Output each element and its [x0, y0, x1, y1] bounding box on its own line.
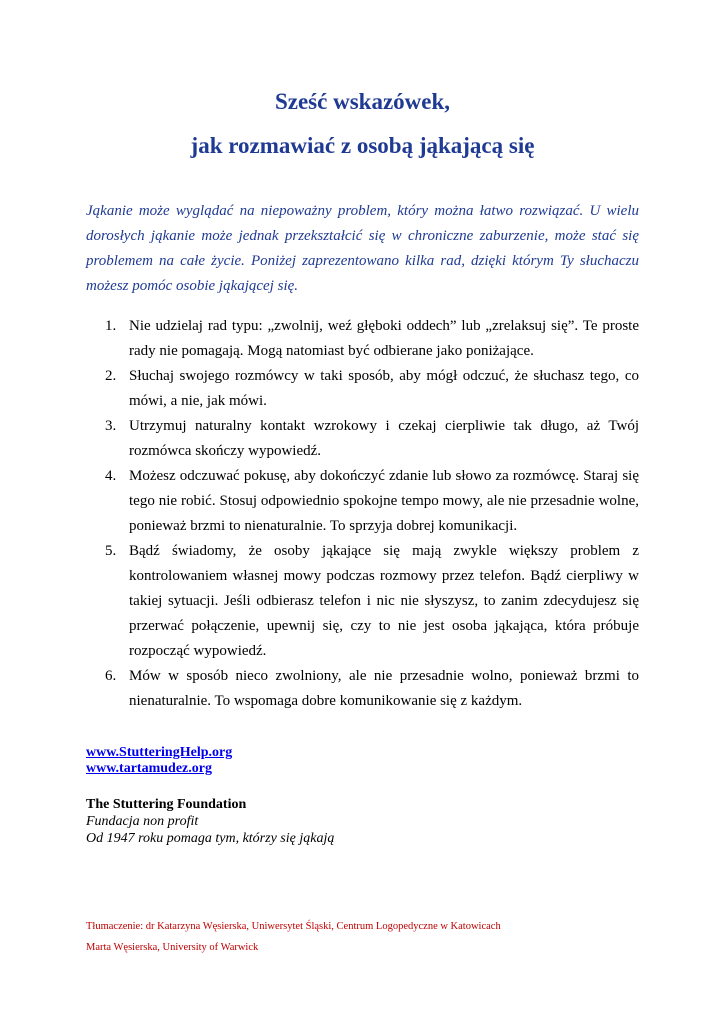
tip-number: 4. [105, 468, 117, 484]
tip-number: 1. [105, 318, 117, 334]
intro-paragraph: Jąkanie może wyglądać na niepoważny problem, który można łatwo rozwiązać. U wielu dorosłych jąkanie może jednak przekształcić się w chroniczne zaburzenie, może stać się problemem na całe życie. Poniżej zaprezentowano kilka rad, dzięki którym Ty słuchaczu możesz pomóc osobie jąkającej się. [86, 203, 639, 294]
tip-item [86, 664, 639, 714]
foundation-subtitle: Fundacja non profit [86, 814, 199, 829]
website-links [86, 745, 232, 777]
tip-number: 6. [105, 668, 117, 684]
tip-text: Utrzymuj naturalny kontakt wzrokowy i czekaj cierpliwie tak długo, aż Twój rozmówca skończy wypowiedź. [129, 418, 639, 459]
tartamudez-link[interactable]: www.tartamudez.org [86, 761, 212, 776]
tip-number: 3. [105, 418, 117, 434]
tip-item [86, 539, 639, 664]
tip-text: Bądź świadomy, że osoby jąkające się mają zwykle większy problem z kontrolowaniem własnej mowy podczas rozmowy przez telefon. Bądź cierpliwy w takiej sytuacji. Jeśli odbierasz telefon i nic nie słyszysz, to zanim zdecydujesz się przerwać połączenie, upewnij się, czy to nie jest osoba jąkająca, która próbuje rozpocząć wypowiedź. [129, 543, 639, 659]
tip-text: Możesz odczuwać pokusę, aby dokończyć zdanie lub słowo za rozmówcę. Staraj się tego nie robić. Stosuj odpowiednio spokojne tempo mowy, ale nie przesadnie wolne, ponieważ brzmi to nienaturalnie. To sprzyja dobrej komunikacji. [129, 468, 639, 534]
tip-number: 5. [105, 543, 117, 559]
credit-line-coauthor: Marta Węsierska, University of Warwick [86, 942, 259, 953]
credit-line-translator: Tłumaczenie: dr Katarzyna Węsierska, Uniwersytet Śląski, Centrum Logopedyczne w Katowicach [86, 921, 501, 932]
foundation-since: Od 1947 roku pomaga tym, którzy się jąkają [86, 831, 335, 846]
foundation-block [86, 796, 334, 847]
page-title-line2: jak rozmawiać z osobą jąkającą się [190, 133, 535, 158]
tip-item [86, 464, 639, 539]
foundation-name: The Stuttering Foundation [86, 797, 247, 812]
tip-item [86, 414, 639, 464]
page-title-line1: Sześć wskazówek, [274, 89, 451, 114]
tips-list [86, 314, 639, 714]
tip-item [86, 364, 639, 414]
tip-text: Mów w sposób nieco zwolniony, ale nie przesadnie wolno, ponieważ brzmi to nienaturalnie. To wspomaga dobre komunikowanie się z każdym. [129, 668, 639, 709]
stutteringhelp-link[interactable]: www.StutteringHelp.org [86, 745, 233, 760]
tip-number: 2. [105, 368, 117, 384]
translation-credits [86, 916, 501, 958]
tip-text: Słuchaj swojego rozmówcy w taki sposób, aby mógł odczuć, że słuchasz tego, co mówi, a nie, jak mówi. [129, 368, 639, 409]
tip-text: Nie udzielaj rad typu: „zwolnij, weź głęboki oddech” lub „zrelaksuj się”. Te proste rady nie pomagają. Mogą natomiast być odbierane jako poniżające. [129, 318, 639, 359]
tip-item [86, 314, 639, 364]
